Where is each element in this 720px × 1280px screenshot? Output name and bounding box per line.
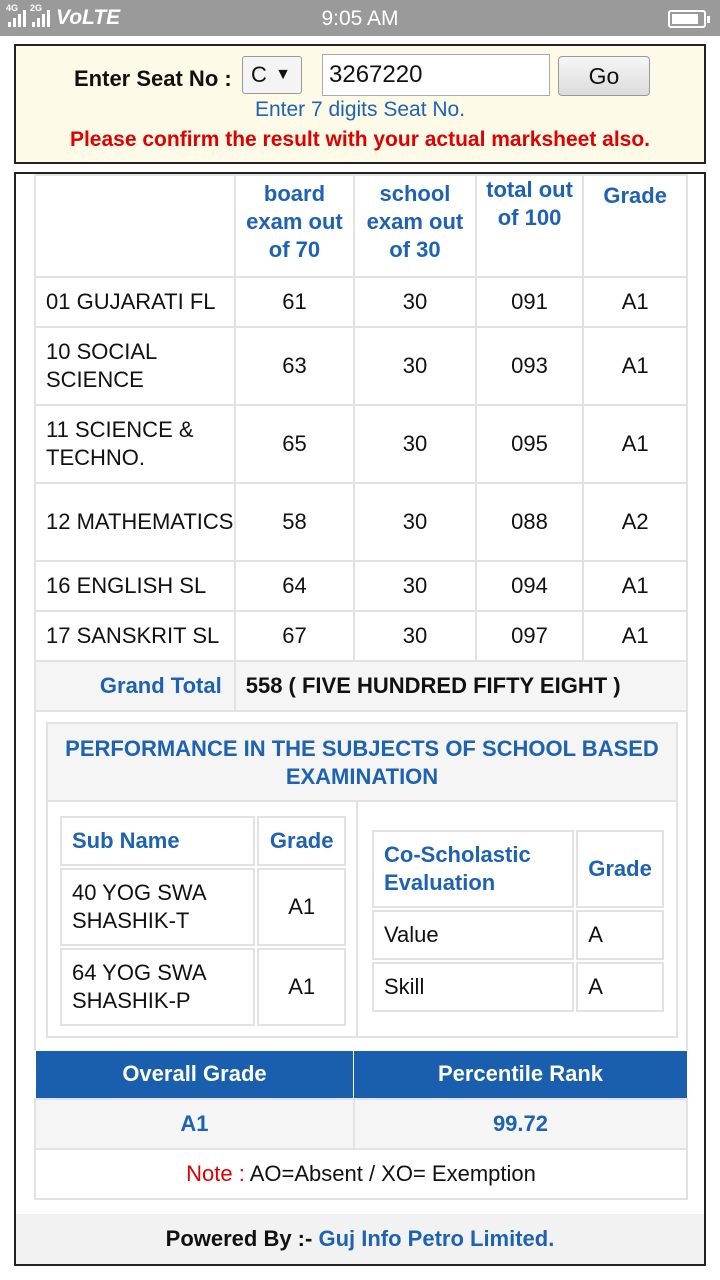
powered-by-label: Powered By :-	[165, 1226, 319, 1251]
co-scholastic-panel	[360, 802, 676, 1036]
board-marks: 63	[235, 327, 354, 405]
school-marks: 30	[354, 277, 476, 327]
note-text: AO=Absent / XO= Exemption	[244, 1160, 536, 1186]
table-row	[60, 868, 346, 946]
subject-name: 12 MATHEMATICS	[35, 483, 235, 561]
summary-header-row	[35, 1051, 687, 1099]
status-bar	[0, 0, 720, 36]
column-header-school: school exam out of 30	[354, 175, 476, 277]
result-panel[interactable]	[14, 172, 706, 1266]
co-evaluation-name: Skill	[372, 962, 574, 1012]
school-marks: 30	[354, 561, 476, 611]
column-header-board: board exam out of 70	[235, 175, 354, 277]
school-subject-name: 64 YOG SWA SHASHIK-P	[60, 948, 255, 1026]
total-marks: 094	[476, 561, 584, 611]
overall-grade-value: A1	[35, 1099, 354, 1149]
subject-grade: A1	[583, 405, 687, 483]
table-row	[372, 910, 664, 960]
school-subject-grade: A1	[257, 948, 346, 1026]
subject-grade: A1	[583, 327, 687, 405]
seat-search-panel	[14, 44, 706, 164]
clock: 9:05 AM	[321, 7, 399, 30]
school-marks: 30	[354, 327, 476, 405]
table-row	[35, 405, 687, 483]
dropdown-arrow-icon: ▼	[275, 66, 291, 83]
co-evaluation-name: Value	[372, 910, 574, 960]
confirm-notice: Please confirm the result with your actual marksheet also.	[69, 128, 651, 151]
subject-grade: A2	[583, 483, 687, 561]
column-header-subject	[35, 175, 235, 277]
co-evaluation-grade: A	[576, 962, 664, 1012]
summary-value-row	[35, 1099, 687, 1149]
seat-number-input[interactable]: 3267220	[322, 54, 550, 96]
subject-name: 10 SOCIAL SCIENCE	[35, 327, 235, 405]
board-marks: 64	[235, 561, 354, 611]
subject-name: 01 GUJARATI FL	[35, 277, 235, 327]
co-scholastic-table	[370, 828, 666, 1014]
subject-grade: A1	[583, 277, 687, 327]
company-link[interactable]: Guj Info Petro Limited.	[318, 1226, 555, 1251]
absence-note	[34, 1150, 688, 1200]
school-marks: 30	[354, 483, 476, 561]
battery-icon	[668, 10, 706, 28]
overall-grade-header: Overall Grade	[35, 1051, 354, 1099]
table-row	[60, 948, 346, 1026]
total-marks: 097	[476, 611, 584, 661]
table-row	[35, 561, 687, 611]
performance-box	[46, 722, 678, 1038]
board-marks: 58	[235, 483, 354, 561]
table-row	[35, 327, 687, 405]
board-marks: 61	[235, 277, 354, 327]
board-marks: 67	[235, 611, 354, 661]
network-type-label: 4G	[6, 3, 19, 13]
co-evaluation-header: Co-Scholastic Evaluation	[372, 830, 574, 908]
column-header-grade: Grade	[583, 175, 687, 277]
school-subject-grade: A1	[257, 868, 346, 946]
subject-grade: A1	[583, 611, 687, 661]
total-marks: 088	[476, 483, 584, 561]
sub-name-header: Sub Name	[60, 816, 255, 866]
go-button[interactable]: Go	[558, 56, 650, 96]
performance-title: PERFORMANCE IN THE SUBJECTS OF SCHOOL BASED EXAMINATION	[48, 724, 676, 802]
school-based-performance	[34, 712, 688, 1050]
subject-name: 11 SCIENCE & TECHNO.	[35, 405, 235, 483]
note-label: Note :	[186, 1160, 245, 1186]
subject-grade: A1	[583, 561, 687, 611]
school-subject-name: 40 YOG SWA SHASHIK-T	[60, 868, 255, 946]
column-header-total: total out of 100	[476, 175, 584, 277]
series-value: C	[251, 62, 267, 87]
school-marks: 30	[354, 405, 476, 483]
table-row	[35, 483, 687, 561]
total-marks: 091	[476, 277, 584, 327]
overall-summary-table	[34, 1050, 688, 1150]
percentile-rank-header: Percentile Rank	[354, 1051, 687, 1099]
table-row	[35, 277, 687, 327]
grand-total-row	[35, 661, 687, 711]
powered-by-footer	[16, 1214, 704, 1266]
grand-total-value: 558 ( FIVE HUNDRED FIFTY EIGHT )	[235, 661, 687, 711]
school-subjects-table	[58, 814, 348, 1028]
table-row	[372, 962, 664, 1012]
series-select[interactable]	[242, 56, 302, 94]
seat-hint: Enter 7 digits Seat No.	[254, 98, 466, 121]
school-subjects-panel	[48, 802, 358, 1036]
co-scholastic-header	[372, 830, 664, 908]
total-marks: 093	[476, 327, 584, 405]
marks-table	[34, 174, 688, 712]
co-grade-header: Grade	[576, 830, 664, 908]
subject-name: 17 SANSKRIT SL	[35, 611, 235, 661]
result-content	[34, 174, 688, 1200]
percentile-rank-value: 99.72	[354, 1099, 687, 1149]
table-row	[35, 611, 687, 661]
sub-grade-header: Grade	[257, 816, 346, 866]
network-type-label: 2G	[30, 3, 43, 13]
subject-name: 16 ENGLISH SL	[35, 561, 235, 611]
marks-header-row	[35, 175, 687, 277]
board-marks: 65	[235, 405, 354, 483]
total-marks: 095	[476, 405, 584, 483]
co-evaluation-grade: A	[576, 910, 664, 960]
seat-label: Enter Seat No :	[74, 66, 232, 91]
volte-label: VoLTE	[56, 6, 121, 29]
grand-total-label: Grand Total	[35, 661, 235, 711]
school-subjects-header	[60, 816, 346, 866]
school-marks: 30	[354, 611, 476, 661]
